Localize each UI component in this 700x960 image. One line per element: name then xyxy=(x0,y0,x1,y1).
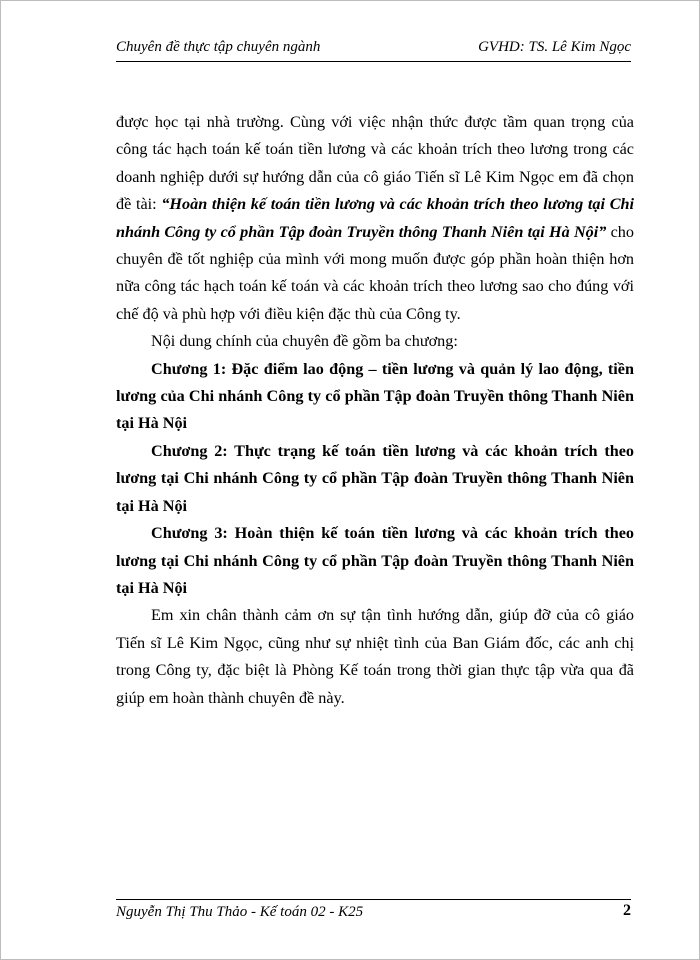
chapters-intro: Nội dung chính của chuyên đề gồm ba chương: xyxy=(151,332,458,351)
thesis-topic-title: “Hoàn thiện kế toán tiền lương và các khoản trích theo lương tại Chi nhánh Công ty cổ phần Tập đoàn Truyền thông Thanh Niên tại Hà Nội” xyxy=(116,195,634,241)
paragraph-topic-tail: cho chuyên đề tốt nghiệp của mình với mong muốn được góp phần hoàn thiện hơn nữa công tác hạch toán kế toán và các khoản trích theo lương sao cho đúng với chế độ và phù hợp với điều kiện đặc thù của Công ty. xyxy=(116,222,634,323)
document-body xyxy=(116,109,634,712)
header-supervisor: GVHD: TS. Lê Kim Ngọc xyxy=(478,39,631,55)
header-title: Chuyên đề thực tập chuyên ngành xyxy=(116,39,321,55)
paragraph-topic xyxy=(116,109,634,328)
page-header xyxy=(116,39,631,62)
paragraph-topic-lead: được học tại nhà trường. Cùng với việc nhận thức được tầm quan trọng của công tác hạch toán kế toán tiền lương và các khoản trích theo lương trong các doanh nghiệp dưới sự hướng dẫn của cô giáo Tiến sĩ Lê Kim Ngọc em đã chọn đề tài: xyxy=(116,113,634,214)
chapter-3-title: Chương 3: Hoàn thiện kế toán tiền lương và các khoản trích theo lương tại Chi nhánh Công ty cổ phần Tập đoàn Truyền thông Thanh Niên tại Hà Nội xyxy=(116,524,634,597)
footer-author: Nguyễn Thị Thu Thảo - Kế toán 02 - K25 xyxy=(116,904,364,920)
page-number: 2 xyxy=(623,902,631,919)
chapter-2-title: Chương 2: Thực trạng kế toán tiền lương và các khoản trích theo lương tại Chi nhánh Công ty cổ phần Tập đoàn Truyền thông Thanh Niên tại Hà Nội xyxy=(116,441,634,515)
acknowledgement-paragraph: Em xin chân thành cảm ơn sự tận tình hướng dẫn, giúp đỡ của cô giáo Tiến sĩ Lê Kim Ngọc, cũng như sự nhiệt tình của Ban Giám đốc, các anh chị trong Công ty, đặc biệt là Phòng Kế toán trong thời gian thực tập vừa qua đã giúp em hoàn thành chuyên đề này. xyxy=(116,606,634,707)
chapter-1-title: Chương 1: Đặc điểm lao động – tiền lương và quản lý lao động, tiền lương của Chi nhánh Công ty cổ phần Tập đoàn Truyền thông Thanh Niên tại Hà Nội xyxy=(116,359,634,433)
page-footer xyxy=(116,899,631,926)
